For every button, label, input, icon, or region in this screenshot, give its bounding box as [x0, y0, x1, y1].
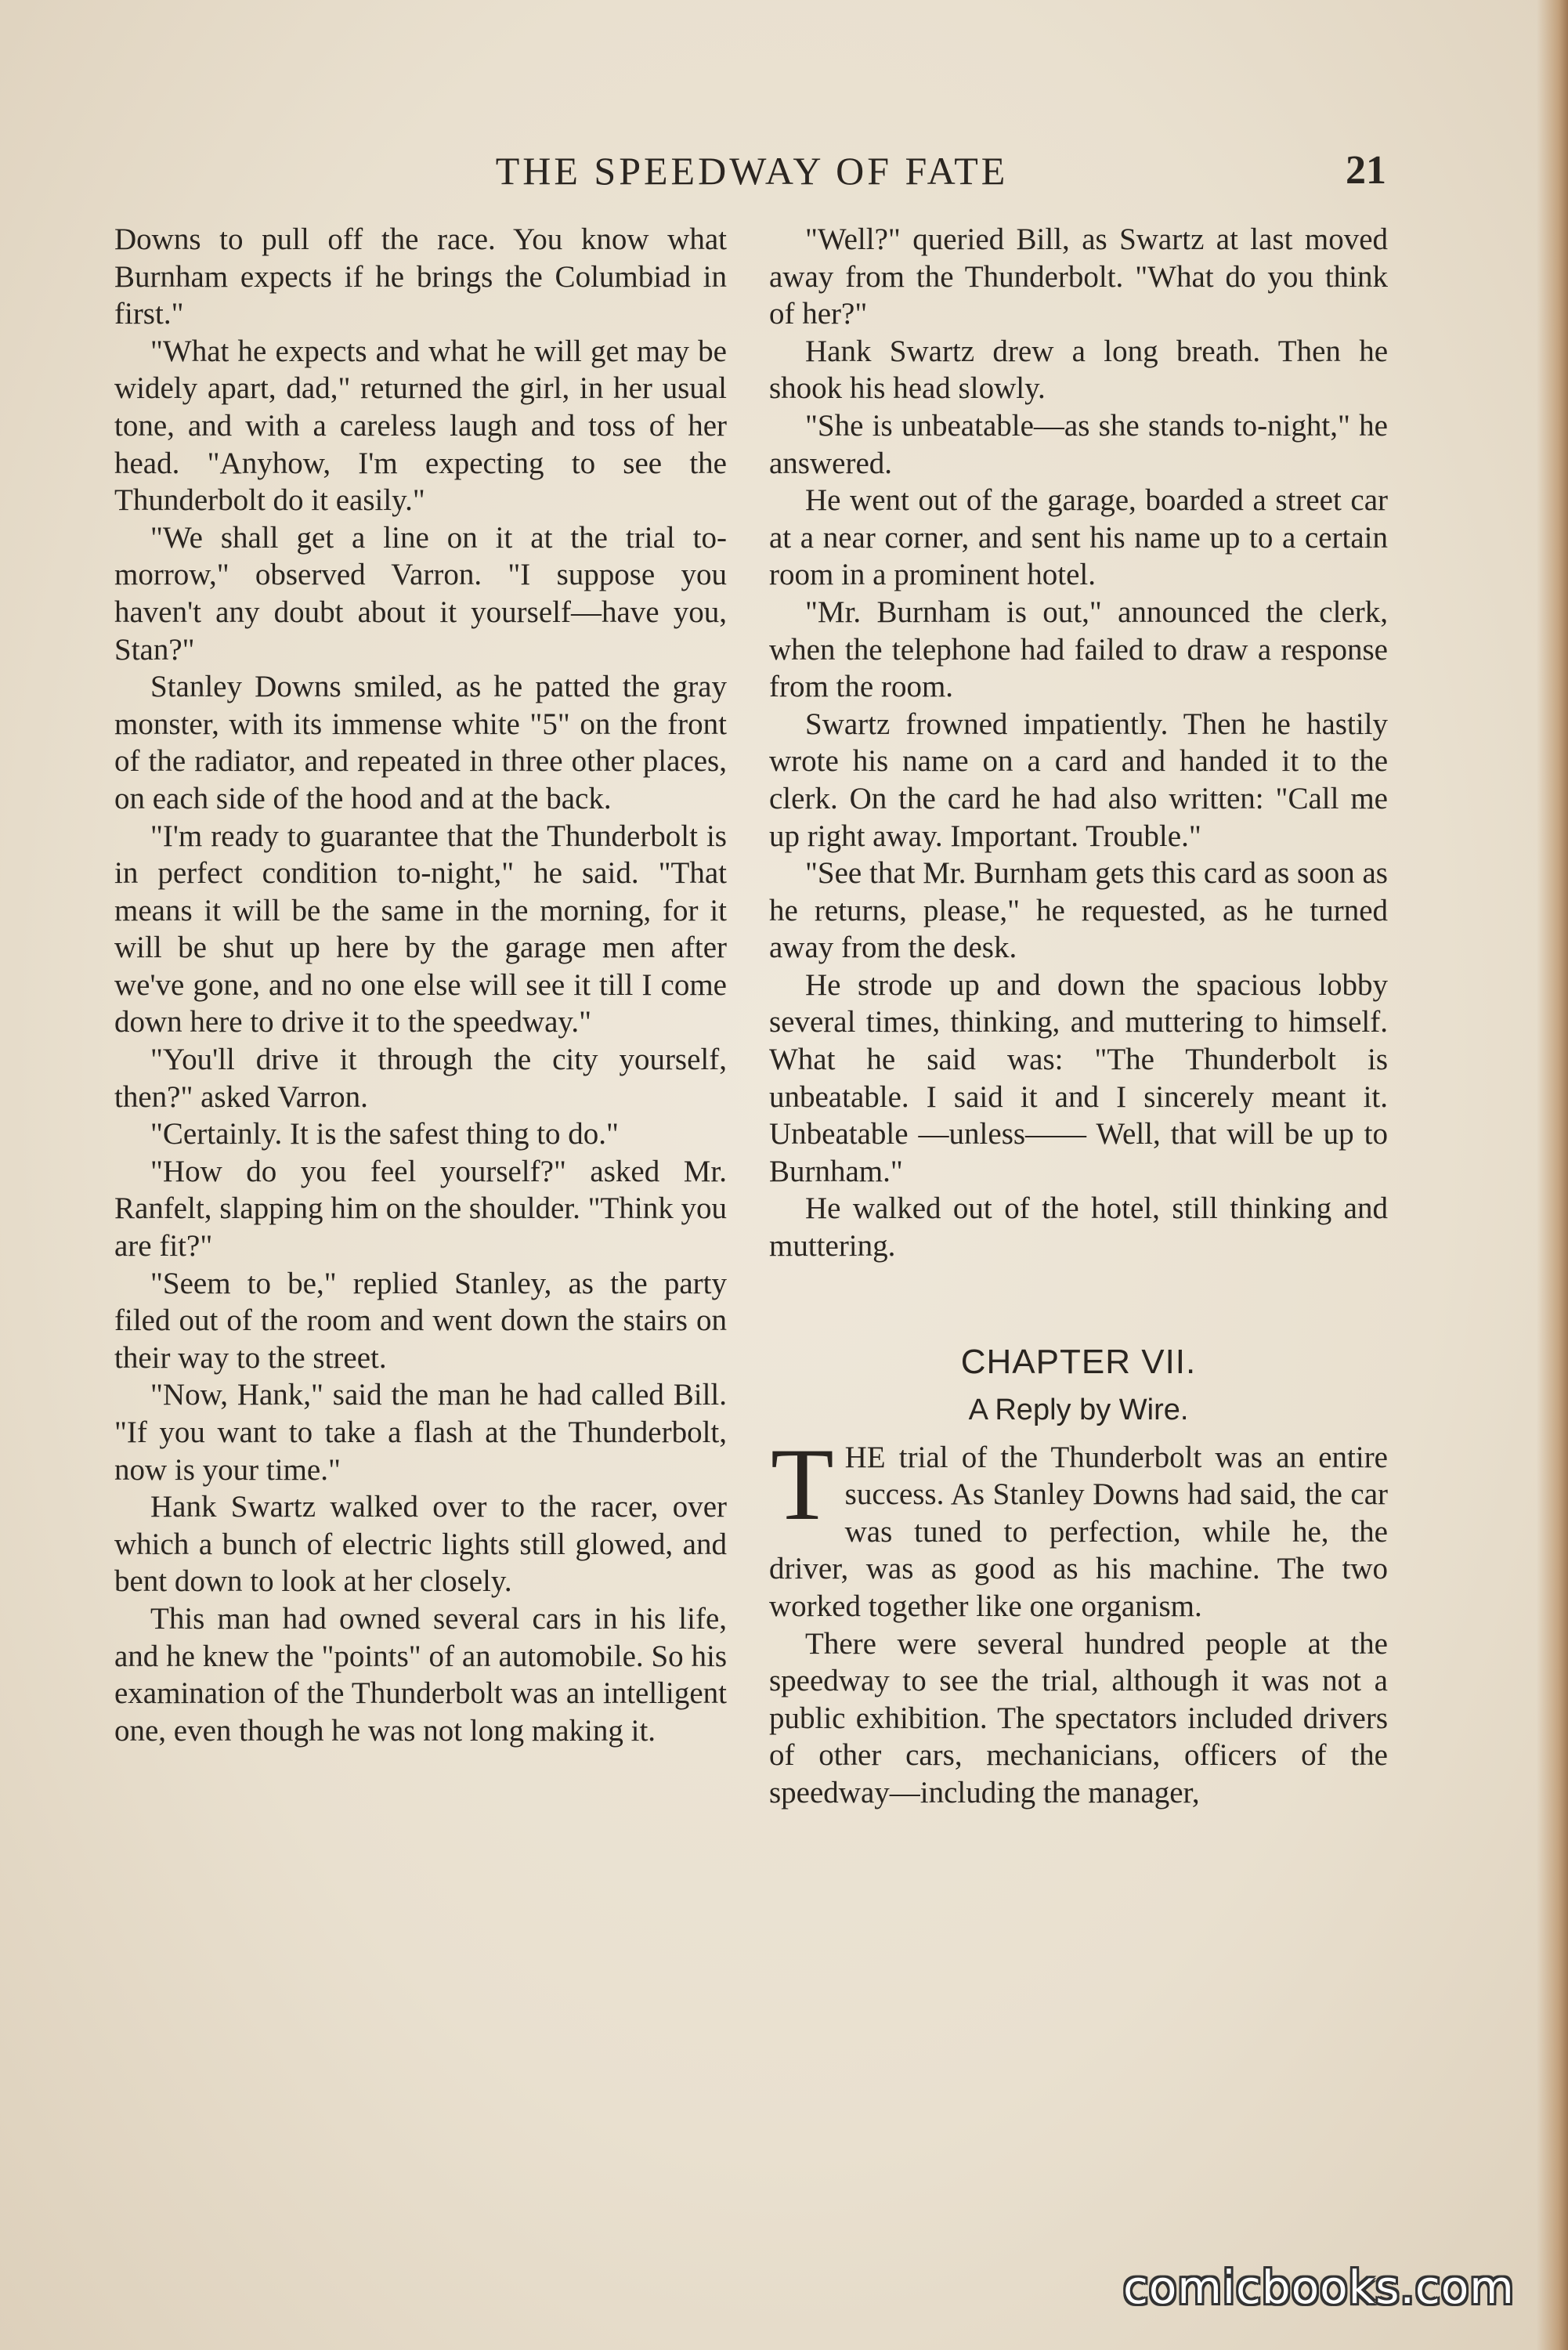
- paragraph: "Mr. Burnham is out," announced the clerk, when the telephone had failed to draw a response from the room.: [769, 595, 1388, 704]
- paragraph: Downs to pull off the race. You know what Burnham expects if he brings the Columbiad in first.": [114, 222, 727, 331]
- paragraph: Swartz frowned impatiently. Then he hastily wrote his name on a card and handed it to the clerk. On the card he had also written: "Call me up right away. Important. Trouble.": [769, 707, 1388, 853]
- paragraph: "I'm ready to guarantee that the Thunderbolt is in perfect condition to-night," he said. "That means it will be the same in the morning, for it will be shut up here by the garage men after we've gone, and no one else will see it till I come down here to drive it to the speedway.": [114, 819, 727, 1039]
- chapter-heading-block: [769, 1340, 1388, 1431]
- paragraph: He walked out of the hotel, still thinking and muttering.: [769, 1191, 1388, 1264]
- paragraph: "She is unbeatable—as she stands to-night," he answered.: [769, 408, 1388, 480]
- paragraph: Hank Swartz drew a long breath. Then he shook his head slowly.: [769, 334, 1388, 406]
- paragraph: Stanley Downs smiled, as he patted the gray monster, with its immense white "5" on the front of the radiator, and repeated in three other places, on each side of the hood and at the back.: [114, 670, 727, 815]
- paragraph: He strode up and down the spacious lobby several times, thinking, and muttering to himself. What he said was: "The Thunderbolt is unbeatable. I said it and I sincerely meant it. Unbeatable —unless—— Well, that will be up to Burnham.": [769, 967, 1388, 1188]
- paragraph: There were several hundred people at the speedway to see the trial, although it was not a public exhibition. The spectators included drivers of other cars, mechanicians, officers of the speedway—including the manager,: [769, 1626, 1388, 1810]
- drop-cap: T: [771, 1426, 834, 1542]
- page-edge-shadow: [1537, 0, 1568, 2350]
- paragraph: Hank Swartz walked over to the racer, over which a bunch of electric lights still glowed, and bent down to look at her closely.: [114, 1490, 727, 1599]
- paragraph: He went out of the garage, boarded a street car at a near corner, and sent his name up to a certain room in a prominent hotel.: [769, 483, 1388, 592]
- chapter-subtitle: A Reply by Wire.: [968, 1393, 1189, 1426]
- watermark: [1123, 2256, 1530, 2319]
- right-column: [769, 221, 1388, 1812]
- chapter-first-paragraph: [769, 1426, 1388, 1625]
- paragraph: "Well?" queried Bill, as Swartz at last moved away from the Thunderbolt. "What do you think of her?": [769, 222, 1388, 331]
- chapter-heading: CHAPTER VII.: [960, 1342, 1197, 1381]
- paragraph: "What he expects and what he will get may be widely apart, dad," returned the girl, in her usual tone, and with a careless laugh and toss of her head. "Anyhow, I'm expecting to see the Thunderbolt do it easily.": [114, 334, 727, 518]
- paragraph: "How do you feel yourself?" asked Mr. Ranfelt, slapping him on the shoulder. "Think you are fit?": [114, 1154, 727, 1264]
- left-column: [114, 221, 727, 1749]
- page-header: [0, 146, 1568, 201]
- page-number: 21: [1346, 148, 1386, 193]
- paragraph: "See that Mr. Burnham gets this card as soon as he returns, please," he requested, as he turned away from the desk.: [769, 856, 1388, 965]
- paragraph: This man had owned several cars in his life, and he knew the "points" of an automobile. So his examination of the Thunderbolt was an intelligent one, even though he was not long making it.: [114, 1601, 727, 1748]
- first-paragraph-text: HE trial of the Thunderbolt was an entire success. As Stanley Downs had said, the car was tuned to perfection, while he, the driver, was as good as his machine. The two worked together like one organism.: [769, 1440, 1388, 1623]
- paragraph: "Seem to be," replied Stanley, as the party filed out of the room and went down the stairs on their way to the street.: [114, 1266, 727, 1375]
- paragraph: "We shall get a line on it at the trial to-morrow," observed Varron. "I suppose you haven't any doubt about it yourself—have you, Stan?": [114, 520, 727, 667]
- paragraph: "Now, Hank," said the man he had called Bill. "If you want to take a flash at the Thunderbolt, now is your time.": [114, 1378, 727, 1487]
- watermark-text: comicbooks.com: [1123, 2261, 1515, 2314]
- running-title: THE SPEEDWAY OF FATE: [495, 149, 1009, 193]
- paragraph: "You'll drive it through the city yourself, then?" asked Varron.: [114, 1043, 727, 1114]
- paragraph: "Certainly. It is the safest thing to do.": [150, 1117, 619, 1152]
